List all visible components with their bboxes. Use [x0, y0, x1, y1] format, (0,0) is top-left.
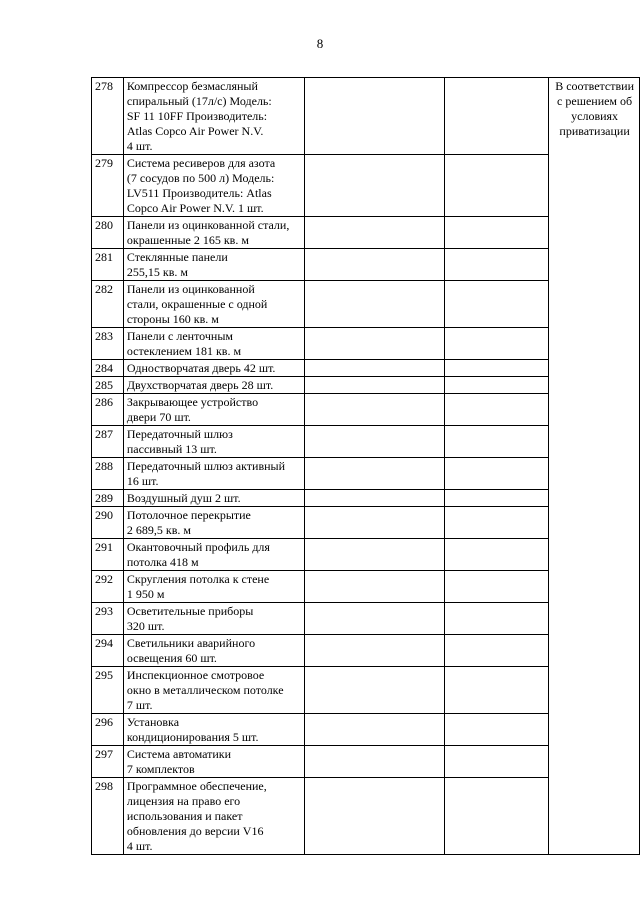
- empty-cell: [444, 360, 548, 377]
- description-line: (7 сосудов по 500 л) Модель:: [126, 171, 275, 185]
- item-description: [123, 458, 304, 490]
- item-description: [123, 603, 304, 635]
- empty-cell: [444, 571, 548, 603]
- description-line: Двухстворчатая дверь 28 шт.: [126, 378, 274, 392]
- item-description: [123, 778, 304, 855]
- empty-cell: [304, 746, 444, 778]
- table-row: [92, 78, 640, 155]
- empty-cell: [304, 394, 444, 426]
- empty-cell: [444, 507, 548, 539]
- item-description: [123, 539, 304, 571]
- row-number: 296: [92, 714, 124, 746]
- empty-cell: [444, 377, 548, 394]
- description-line: стороны 160 кв. м: [126, 312, 219, 326]
- row-number: 284: [92, 360, 124, 377]
- empty-cell: [444, 635, 548, 667]
- row-number: 288: [92, 458, 124, 490]
- description-line: 16 шт.: [126, 474, 159, 488]
- row-number: 287: [92, 426, 124, 458]
- row-number: 286: [92, 394, 124, 426]
- item-description: [123, 155, 304, 217]
- empty-cell: [444, 778, 548, 855]
- row-number: 279: [92, 155, 124, 217]
- empty-cell: [304, 426, 444, 458]
- description-line: остеклением 181 кв. м: [126, 344, 242, 358]
- description-line: спиральный (17л/с) Модель:: [126, 94, 272, 108]
- empty-cell: [304, 78, 444, 155]
- item-description: [123, 490, 304, 507]
- empty-cell: [304, 714, 444, 746]
- empty-cell: [304, 281, 444, 328]
- item-description: [123, 635, 304, 667]
- item-description: [123, 394, 304, 426]
- description-line: Установка: [126, 715, 180, 729]
- description-line: лицензия на право его: [126, 794, 241, 808]
- description-line: Панели с ленточным: [126, 329, 233, 343]
- description-line: SF 11 10FF Производитель:: [126, 109, 268, 123]
- empty-cell: [304, 490, 444, 507]
- description-line: Одностворчатая дверь 42 шт.: [126, 361, 276, 375]
- row-number: 293: [92, 603, 124, 635]
- row-number: 298: [92, 778, 124, 855]
- description-line: Стеклянные панели: [126, 250, 228, 264]
- description-line: 2 689,5 кв. м: [126, 523, 191, 537]
- description-line: Система автоматики: [126, 747, 232, 761]
- row-number: 280: [92, 217, 124, 249]
- item-description: [123, 714, 304, 746]
- empty-cell: [304, 667, 444, 714]
- description-line: 7 комплектов: [126, 762, 195, 776]
- row-number: 294: [92, 635, 124, 667]
- item-description: [123, 281, 304, 328]
- empty-cell: [304, 571, 444, 603]
- empty-cell: [304, 249, 444, 281]
- item-description: [123, 571, 304, 603]
- description-line: Компрессор безмасляный: [126, 79, 258, 93]
- empty-cell: [444, 78, 548, 155]
- empty-cell: [304, 360, 444, 377]
- description-line: потолка 418 м: [126, 555, 199, 569]
- item-description: [123, 507, 304, 539]
- property-table: [91, 77, 640, 855]
- description-line: обновления до версии V16: [126, 824, 264, 838]
- row-number: 297: [92, 746, 124, 778]
- description-line: освещения 60 шт.: [126, 651, 217, 665]
- description-line: стали, окрашенные с одной: [126, 297, 268, 311]
- description-line: Воздушный душ 2 шт.: [126, 491, 241, 505]
- description-line: Передаточный шлюз активный: [126, 459, 286, 473]
- description-line: 320 шт.: [126, 619, 165, 633]
- empty-cell: [444, 603, 548, 635]
- empty-cell: [444, 490, 548, 507]
- item-description: [123, 78, 304, 155]
- empty-cell: [444, 249, 548, 281]
- description-line: Инспекционное смотровое: [126, 668, 265, 682]
- description-line: Потолочное перекрытие: [126, 508, 251, 522]
- description-line: 1 950 м: [126, 587, 165, 601]
- item-description: [123, 667, 304, 714]
- description-line: 7 шт.: [126, 698, 153, 712]
- description-line: использования и пакет: [126, 809, 243, 823]
- empty-cell: [304, 635, 444, 667]
- description-line: Copco Air Power N.V. 1 шт.: [126, 201, 264, 215]
- description-line: окрашенные 2 165 кв. м: [126, 233, 249, 247]
- description-line: Светильники аварийного: [126, 636, 256, 650]
- row-number: 295: [92, 667, 124, 714]
- empty-cell: [444, 746, 548, 778]
- empty-cell: [304, 539, 444, 571]
- empty-cell: [304, 328, 444, 360]
- row-number: 283: [92, 328, 124, 360]
- empty-cell: [444, 714, 548, 746]
- description-line: Окантовочный профиль для: [126, 540, 270, 554]
- description-line: двери 70 шт.: [126, 410, 191, 424]
- item-description: [123, 377, 304, 394]
- row-number: 289: [92, 490, 124, 507]
- row-number: 281: [92, 249, 124, 281]
- empty-cell: [304, 155, 444, 217]
- page-number: 8: [316, 36, 324, 51]
- item-description: [123, 249, 304, 281]
- empty-cell: [304, 377, 444, 394]
- row-number: 290: [92, 507, 124, 539]
- description-line: Atlas Copco Air Power N.V.: [126, 124, 264, 138]
- description-line: пассивный 13 шт.: [126, 442, 217, 456]
- description-line: кондиционирования 5 шт.: [126, 730, 259, 744]
- item-description: [123, 217, 304, 249]
- item-description: [123, 746, 304, 778]
- empty-cell: [444, 155, 548, 217]
- empty-cell: [444, 458, 548, 490]
- description-line: Панели из оцинкованной: [126, 282, 255, 296]
- description-line: Передаточный шлюз: [126, 427, 233, 441]
- privatization-note: В соответствии с решением об условиях приватизации: [549, 78, 640, 855]
- empty-cell: [444, 328, 548, 360]
- description-line: окно в металлическом потолке: [126, 683, 284, 697]
- description-line: Панели из оцинкованной стали,: [126, 218, 290, 232]
- empty-cell: [444, 217, 548, 249]
- empty-cell: [304, 603, 444, 635]
- row-number: 285: [92, 377, 124, 394]
- property-table-body: [92, 78, 640, 855]
- item-description: [123, 328, 304, 360]
- empty-cell: [304, 778, 444, 855]
- description-line: Скругления потолка к стене: [126, 572, 270, 586]
- description-line: 4 шт.: [126, 839, 153, 853]
- description-line: LV511 Производитель: Atlas: [126, 186, 272, 200]
- empty-cell: [444, 426, 548, 458]
- description-line: Закрывающее устройство: [126, 395, 259, 409]
- row-number: 282: [92, 281, 124, 328]
- description-line: 255,15 кв. м: [126, 265, 188, 279]
- item-description: [123, 426, 304, 458]
- description-line: 4 шт.: [126, 139, 153, 153]
- empty-cell: [444, 539, 548, 571]
- empty-cell: [304, 507, 444, 539]
- description-line: Программное обеспечение,: [126, 779, 267, 793]
- empty-cell: [444, 281, 548, 328]
- row-number: 278: [92, 78, 124, 155]
- empty-cell: [304, 458, 444, 490]
- row-number: 291: [92, 539, 124, 571]
- row-number: 292: [92, 571, 124, 603]
- empty-cell: [304, 217, 444, 249]
- description-line: Осветительные приборы: [126, 604, 254, 618]
- empty-cell: [444, 667, 548, 714]
- empty-cell: [444, 394, 548, 426]
- item-description: [123, 360, 304, 377]
- description-line: Система ресиверов для азота: [126, 156, 276, 170]
